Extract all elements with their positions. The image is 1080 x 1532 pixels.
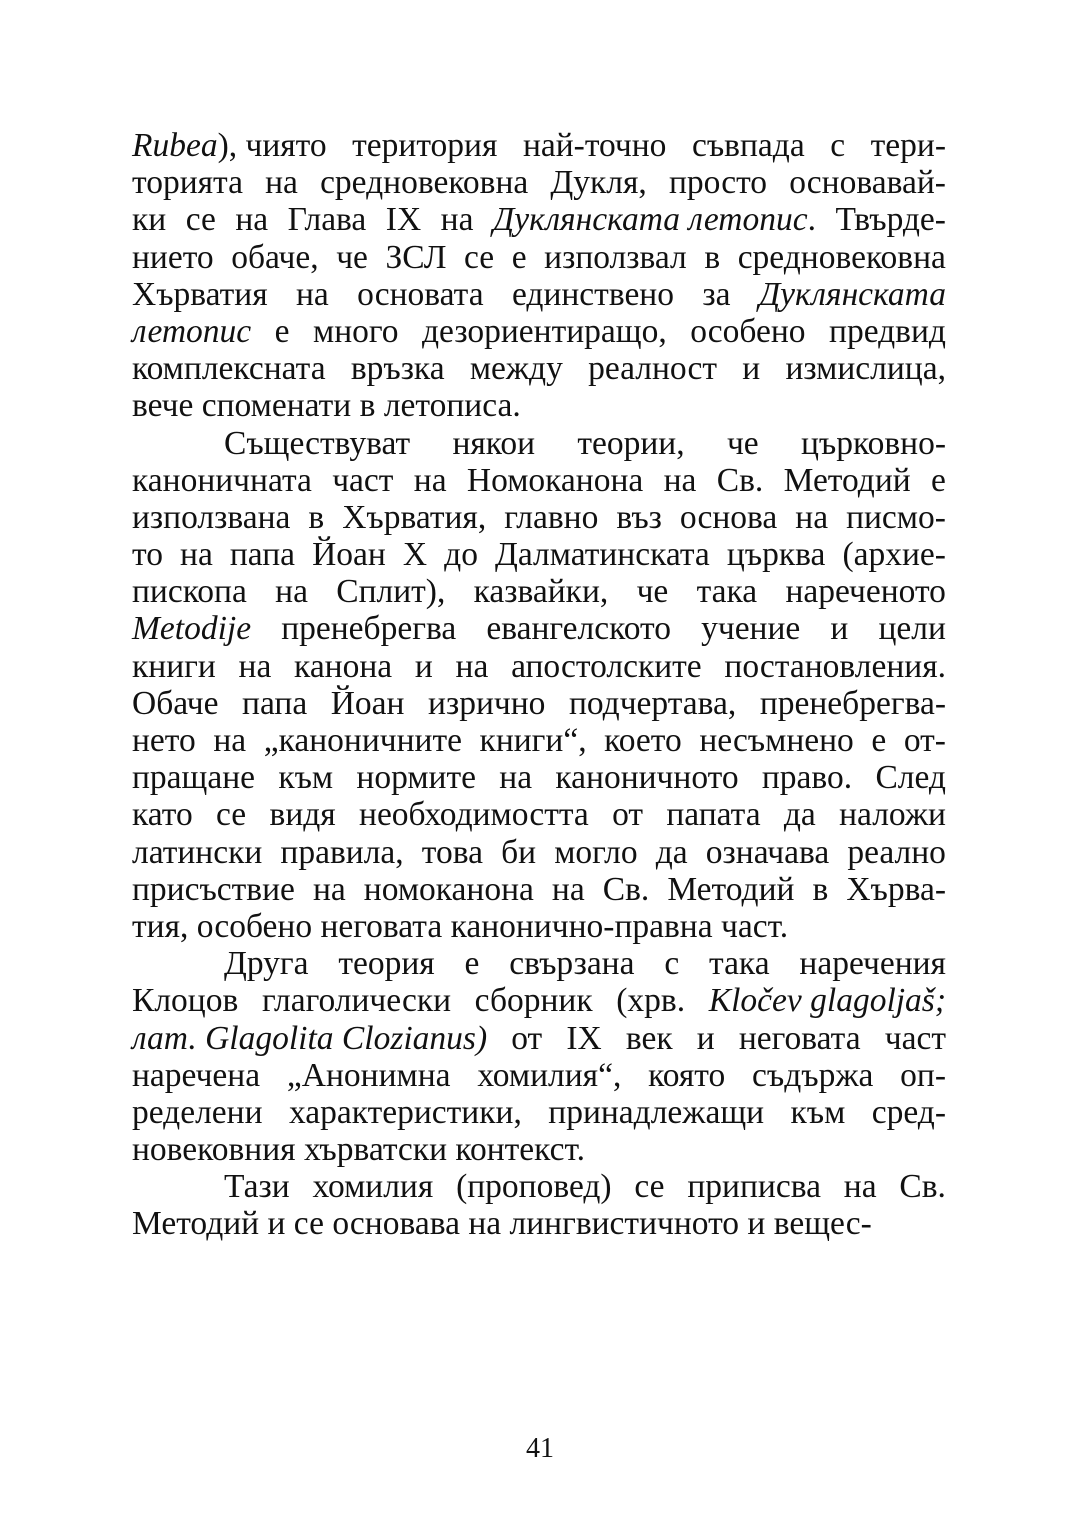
word: на (843, 1168, 877, 1206)
word: нареченото (785, 573, 946, 611)
word: основава (332, 1205, 460, 1243)
word: на (440, 201, 474, 239)
word: Съществуват (224, 424, 411, 462)
word: просто (668, 164, 768, 202)
word: използвана (132, 498, 291, 536)
word: и (742, 350, 761, 388)
word: право. (761, 759, 853, 797)
word: Тази (224, 1168, 290, 1206)
word: Йоан (312, 536, 386, 574)
word: на (499, 759, 533, 797)
word: наречения (799, 945, 946, 983)
word: Св. (899, 1168, 946, 1206)
word: до (444, 536, 478, 574)
word: сред- (871, 1093, 946, 1131)
word: ределени (132, 1093, 263, 1131)
word: пренебрегва- (759, 684, 946, 722)
word: въз (616, 498, 662, 536)
word: Св. (716, 461, 764, 499)
word: книги (132, 647, 216, 685)
text-line (132, 1020, 946, 1057)
word: ЗСЛ (385, 238, 447, 276)
word: и (414, 647, 433, 685)
word: канона (294, 647, 393, 685)
text-line (132, 1094, 946, 1131)
word: Йоан (330, 684, 405, 722)
word: Далматинската (495, 536, 710, 574)
word: особено (196, 907, 313, 945)
word: книги“, (479, 722, 587, 759)
text-line (132, 573, 946, 610)
word: летописа. (383, 387, 521, 425)
text-line (132, 1131, 946, 1168)
text-line (132, 871, 946, 908)
word: на (413, 461, 447, 499)
word: наречена (132, 1056, 261, 1094)
word: пращане (132, 759, 256, 797)
word: в (359, 387, 376, 425)
word: „каноничните (263, 722, 462, 759)
word: е (871, 722, 887, 759)
word: дезориентиращо, (422, 312, 667, 350)
word: Обаче (132, 684, 219, 722)
word: теории, (577, 424, 685, 462)
word: като (132, 796, 193, 834)
word: част. (720, 907, 789, 945)
word: Глава (287, 201, 367, 239)
word: и (267, 1205, 286, 1243)
word: и (747, 1205, 766, 1243)
word: се (216, 796, 247, 834)
word: хърватски (303, 1131, 447, 1169)
page-number: 41 (526, 1433, 554, 1464)
word: папата (666, 796, 761, 834)
word: свързана (509, 945, 635, 983)
word: (архие- (842, 536, 946, 574)
word: ки (132, 201, 167, 239)
word: глаголически (261, 982, 452, 1020)
word: принадлежащи (548, 1093, 765, 1131)
word: теория (338, 945, 435, 983)
text-line (132, 127, 946, 164)
word: някои (452, 424, 536, 462)
word: торията (132, 164, 243, 202)
word: е (464, 945, 480, 983)
word: на (265, 164, 298, 202)
word: номоканона (363, 870, 534, 908)
word: много (313, 312, 399, 350)
text-line (132, 908, 946, 945)
word: измислица, (785, 350, 946, 388)
text-line (132, 164, 946, 201)
text-line (132, 610, 946, 647)
text-line (132, 201, 946, 238)
word: цели (878, 610, 946, 648)
word: в (308, 498, 325, 536)
word: че (636, 573, 669, 611)
word: е (931, 461, 946, 499)
word: вече (132, 387, 194, 425)
word: на (275, 573, 308, 611)
text-line (132, 834, 946, 871)
word: IX (385, 201, 422, 239)
word: така (709, 945, 770, 983)
word: от (511, 1019, 543, 1057)
word: към (278, 759, 334, 797)
word: връзка (350, 350, 445, 388)
word: църква (726, 536, 826, 574)
word: нието (132, 238, 214, 276)
word: Методий (667, 870, 795, 908)
word: IX (566, 1019, 602, 1057)
word: така (696, 573, 758, 611)
text-line (132, 350, 946, 387)
word: приписва (687, 1168, 821, 1206)
word: е (274, 312, 290, 350)
word: на (795, 498, 829, 536)
word: правила, (280, 833, 404, 871)
word: (хрв. (616, 982, 686, 1020)
word: средновековна (320, 164, 529, 202)
word: апостолските (511, 647, 702, 685)
word: между (469, 350, 563, 388)
word: (проповед) (456, 1168, 612, 1206)
word: на (663, 461, 697, 499)
word: част (884, 1019, 946, 1057)
word: Хърва- (846, 870, 946, 908)
word: се (185, 201, 216, 239)
word: това (421, 833, 483, 871)
text-line (132, 945, 946, 982)
word: означава (705, 833, 830, 871)
word: предвид (829, 312, 946, 350)
word: съдържа (752, 1056, 874, 1094)
word: използвал (544, 238, 687, 276)
word: от- (903, 722, 946, 759)
word: век (625, 1019, 673, 1057)
word: главно (504, 498, 599, 536)
word: основа (679, 498, 778, 536)
word: необходимостта (359, 796, 589, 834)
word: лат. Glagolita Clozianus) (132, 1019, 488, 1057)
word: Номоканона (466, 461, 644, 499)
text-line (132, 239, 946, 276)
word: на (455, 647, 489, 685)
word: Методий (132, 1205, 260, 1243)
word: да (783, 796, 816, 834)
word: че (336, 238, 368, 276)
word: основата (357, 275, 484, 313)
word: на (551, 870, 585, 908)
word: за (702, 275, 731, 313)
word: каноничното (555, 759, 739, 797)
word: Методий (783, 461, 911, 499)
word: новековния (132, 1131, 296, 1169)
word: хомилия“, (477, 1056, 622, 1094)
text-line (132, 648, 946, 685)
word: пренебрегва (281, 610, 457, 648)
word: След (875, 759, 946, 797)
word: единствено (511, 275, 674, 313)
text-line (132, 982, 946, 1019)
text-line (132, 796, 946, 833)
text-line (132, 499, 946, 536)
word: и (830, 610, 849, 648)
word: Друга (224, 945, 309, 983)
word: че (726, 424, 759, 462)
word: подчертава, (568, 684, 737, 722)
text-line (132, 536, 946, 573)
word: на (468, 1205, 502, 1243)
word: към (790, 1093, 846, 1131)
word: и (696, 1019, 715, 1057)
word: учение (701, 610, 801, 648)
text-line (132, 276, 946, 313)
text-line (132, 759, 946, 796)
word: то (132, 536, 163, 574)
word: с (664, 945, 680, 983)
word: Св. (602, 870, 650, 908)
text-line (132, 387, 946, 424)
word: хомилия (312, 1168, 434, 1206)
word: най-точно (522, 127, 667, 164)
word: на (180, 536, 213, 574)
word: евангелското (486, 610, 671, 648)
text-line (132, 685, 946, 722)
word: реално (847, 833, 946, 871)
word: Дукля, (550, 164, 647, 202)
word: на (296, 275, 329, 313)
word: латински (132, 833, 263, 871)
word: сборник (474, 982, 593, 1020)
word: неговата (320, 907, 443, 945)
word: контекст. (455, 1131, 585, 1169)
word: се (293, 1205, 324, 1243)
word: Хърватия (132, 275, 268, 313)
word: каноничната (132, 461, 312, 499)
text-line (132, 462, 946, 499)
word: пископа (132, 573, 247, 611)
word: на (312, 870, 346, 908)
word: особено (690, 312, 806, 350)
word: лингвистичното (509, 1205, 740, 1243)
text-line (132, 425, 946, 462)
word: изрично (428, 684, 546, 722)
word: Твърде- (835, 201, 946, 239)
word: комплексната (132, 350, 326, 388)
word: в (812, 870, 829, 908)
word: неговата (738, 1019, 861, 1057)
word: присъствие (132, 870, 295, 908)
word: Metodije (132, 610, 252, 648)
word: казвайки, (473, 573, 609, 611)
word: съвпада (691, 127, 805, 164)
word: на (238, 647, 272, 685)
word: се (464, 238, 495, 276)
word: тия, (132, 907, 189, 945)
word: нормите (356, 759, 476, 797)
word: основавай- (789, 164, 946, 202)
word: Сплит), (336, 573, 446, 611)
word: характеристики, (288, 1093, 522, 1131)
word: постановления. (724, 647, 946, 685)
word: споменати (201, 387, 352, 425)
text-line (132, 1057, 946, 1094)
word: Клоцов (132, 982, 239, 1020)
word: „Анонимна (286, 1056, 451, 1094)
word: на (213, 722, 247, 759)
word: която (648, 1056, 726, 1094)
word: реалност (588, 350, 718, 388)
word: видя (269, 796, 336, 834)
word: би (501, 833, 537, 871)
word: средновековна (737, 238, 946, 276)
word: да (655, 833, 688, 871)
text-line (132, 1168, 946, 1205)
word: X (402, 536, 428, 574)
word: папа (229, 536, 296, 574)
word: канонично-правна (450, 907, 713, 945)
word: летопис (132, 312, 252, 350)
word: с (830, 127, 846, 164)
word: от (612, 796, 644, 834)
word: територия (352, 127, 498, 164)
word: наложи (839, 796, 946, 834)
text-line (132, 313, 946, 350)
word: се (634, 1168, 665, 1206)
word: на (235, 201, 269, 239)
word: тери- (870, 127, 946, 164)
text-line (132, 722, 946, 759)
word: обаче, (231, 238, 319, 276)
word: Дуклянската летопис. (492, 201, 816, 239)
word: църковно- (801, 424, 946, 462)
word: е (511, 238, 527, 276)
word: несъмнено (699, 722, 854, 759)
word: Rubea), чиято (132, 127, 327, 164)
word: в (704, 238, 721, 276)
word: вещес- (773, 1205, 872, 1243)
word: Хърватия, (342, 498, 487, 536)
word: част (332, 461, 394, 499)
word: Дуклянската (758, 275, 946, 313)
word: Kločev glagoljaš; (708, 982, 946, 1020)
word: нето (132, 722, 196, 759)
word: папа (242, 684, 308, 722)
page-body (132, 127, 946, 1243)
text-line (132, 1205, 946, 1242)
word: което (604, 722, 682, 759)
word: писмо- (846, 498, 946, 536)
word: могло (554, 833, 638, 871)
word: оп- (900, 1056, 946, 1094)
